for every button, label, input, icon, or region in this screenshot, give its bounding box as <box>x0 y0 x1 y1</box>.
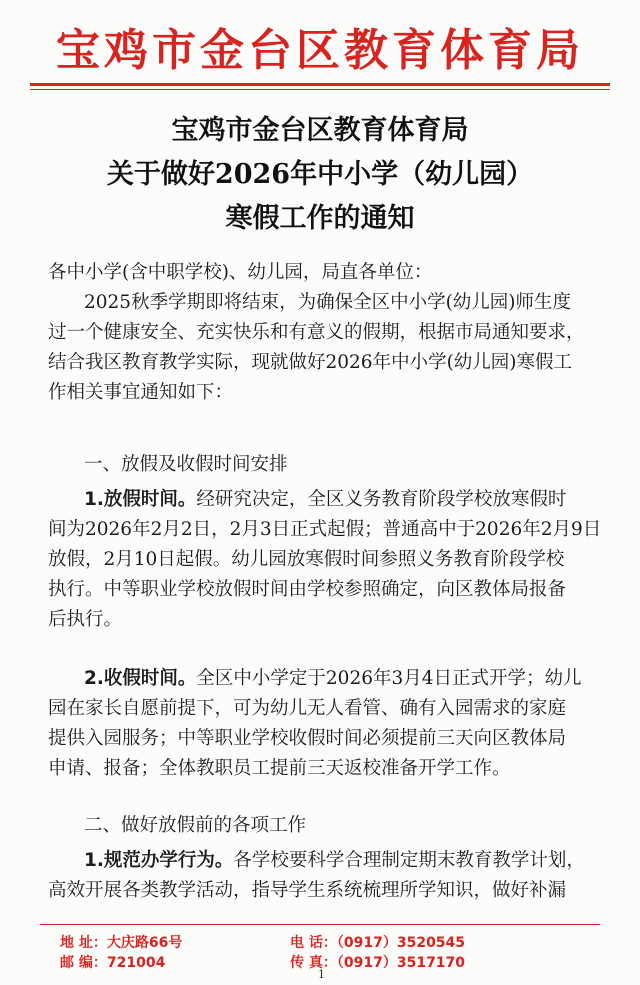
footer-postcode-label: 邮 编： <box>60 955 107 971</box>
letterhead-divider-thin <box>30 89 610 90</box>
paragraph-line: 申请、报备；全体教职员工提前三天返校准备开学工作。 <box>48 758 511 779</box>
item-text: 全区中小学定于2026年3月4日正式开学；幼儿 <box>196 668 582 689</box>
footer-fax-label: 传 真： <box>290 955 337 971</box>
page-number: 1 <box>318 968 325 981</box>
footer-phone <box>290 932 465 952</box>
footer-phone-label: 电 话： <box>290 935 337 951</box>
paragraph-line: 执行。中等职业学校放假时间由学校参照确定，向区教体局报备 <box>48 579 567 600</box>
section-1-item-2 <box>48 664 614 784</box>
item-label: 1.放假时间。 <box>84 489 197 510</box>
paragraph-line <box>48 485 614 515</box>
intro-line: 过一个健康安全、充实快乐和有意义的假期，根据市局通知要求， <box>48 322 585 343</box>
paragraph-line: 后执行。 <box>48 609 123 630</box>
item-text: 各学校要科学合理制定期末教育教学计划， <box>233 850 585 871</box>
paragraph-line: 园在家长自愿前提下，可为幼儿无人看管、确有入园需求的家庭 <box>48 698 567 719</box>
section-1 <box>48 450 614 480</box>
footer-postcode-value: 721004 <box>106 955 166 971</box>
intro-line: 作相关事宜通知如下： <box>48 382 234 403</box>
section-1-item-1 <box>48 485 614 635</box>
footer-fax-value: （0917）3517170 <box>336 955 466 971</box>
item-text: 经研究决定，全区义务教育阶段学校放寒假时 <box>196 489 567 510</box>
notice-title-line2: 关于做好2026年中小学（幼儿园） <box>106 159 534 190</box>
notice-body <box>48 258 614 408</box>
intro-line: 结合我区教育教学实际，现就做好2026年中小学(幼儿园)寒假工 <box>48 352 573 373</box>
paragraph-line: 高效开展各类教学活动，指导学生系统梳理所学知识，做好补漏 <box>48 880 567 901</box>
footer-address-label: 地 址： <box>60 935 107 951</box>
item-label: 1.规范办学行为。 <box>84 850 234 871</box>
paragraph-line <box>48 664 614 694</box>
footer-phone-value: （0917）3520545 <box>336 935 466 951</box>
intro-line: 2025秋季学期即将结束，为确保全区中小学(幼儿园)师生度 <box>84 292 572 313</box>
letterhead-divider <box>30 83 610 86</box>
paragraph-line: 放假，2月10日起假。幼儿园放寒假时间参照义务教育阶段学校 <box>48 549 565 570</box>
letterhead-title: 宝鸡市金台区教育体育局 <box>56 25 584 76</box>
notice-title-line1: 宝鸡市金台区教育体育局 <box>171 115 469 146</box>
footer-divider <box>40 924 600 925</box>
section-2-heading: 二、做好放假前的各项工作 <box>84 815 307 836</box>
footer-address-value: 大庆路66号 <box>106 935 183 951</box>
salutation: 各中小学(含中职学校)、幼儿园，局直各单位： <box>48 262 433 283</box>
notice-title-line3: 寒假工作的通知 <box>225 203 415 234</box>
section-2-item-1 <box>48 846 614 906</box>
footer-postcode <box>60 952 165 972</box>
item-label: 2.收假时间。 <box>84 668 197 689</box>
footer-fax <box>290 952 465 972</box>
footer-address <box>60 932 182 952</box>
paragraph-line <box>48 846 614 876</box>
letterhead-footer <box>0 928 640 971</box>
section-1-heading: 一、放假及收假时间安排 <box>84 454 288 475</box>
paragraph-line: 提供入园服务；中等职业学校收假时间必须提前三天向区教体局 <box>48 728 567 749</box>
section-2 <box>48 811 614 841</box>
paragraph-line: 间为2026年2月2日，2月3日正式起假；普通高中于2026年2月9日 <box>48 519 602 540</box>
